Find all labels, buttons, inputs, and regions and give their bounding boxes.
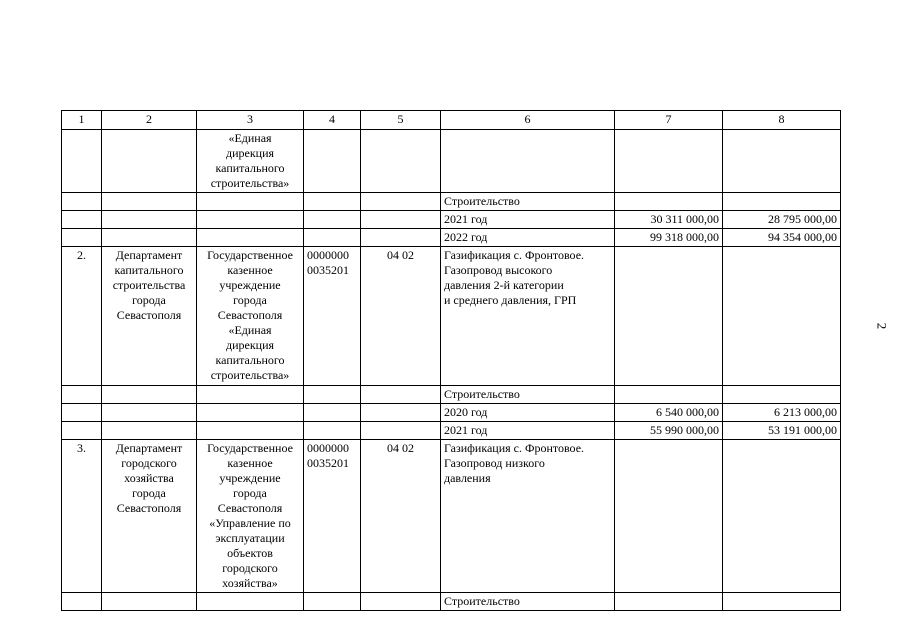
value-col8: 53 191 000,00 bbox=[723, 422, 841, 440]
header-row bbox=[62, 111, 841, 130]
object-cell: Газификация с. Фронтовое. Газопровод высокого давления 2-й категории и среднего давления, ГРП bbox=[441, 247, 615, 386]
table-row bbox=[62, 211, 841, 229]
header-cell-3: 3 bbox=[197, 111, 304, 130]
table-row bbox=[62, 130, 841, 193]
value-col8: 94 354 000,00 bbox=[723, 229, 841, 247]
year-label: 2020 год bbox=[441, 404, 615, 422]
header-cell-1: 1 bbox=[62, 111, 102, 130]
department-cell: Департамент капитального строительства города Севастополя bbox=[102, 247, 197, 386]
row-number: 3. bbox=[62, 440, 102, 593]
institution-cell: «Единая дирекция капитального строительства» bbox=[197, 130, 304, 193]
header-cell-5: 5 bbox=[361, 111, 441, 130]
code-cell: 0000000 0035201 bbox=[304, 247, 361, 386]
value-col7: 30 311 000,00 bbox=[615, 211, 723, 229]
table-row bbox=[62, 422, 841, 440]
page-number: 2 bbox=[874, 322, 890, 330]
row-number: 2. bbox=[62, 247, 102, 386]
code-cell: 0000000 0035201 bbox=[304, 440, 361, 593]
section-label: Строительство bbox=[441, 386, 615, 404]
institution-cell: Государственное казенное учреждение города Севастополя «Управление по эксплуатации объектов городского хозяйства» bbox=[197, 440, 304, 593]
header-cell-6: 6 bbox=[441, 111, 615, 130]
header-cell-2: 2 bbox=[102, 111, 197, 130]
year-label: 2021 год bbox=[441, 211, 615, 229]
value-col7: 55 990 000,00 bbox=[615, 422, 723, 440]
object-cell: Газификация с. Фронтовое. Газопровод низкого давления bbox=[441, 440, 615, 593]
value-col7: 99 318 000,00 bbox=[615, 229, 723, 247]
section-label: Строительство bbox=[441, 193, 615, 211]
table-row bbox=[62, 247, 841, 386]
header-cell-8: 8 bbox=[723, 111, 841, 130]
section-code-cell: 04 02 bbox=[361, 440, 441, 593]
table-row bbox=[62, 404, 841, 422]
table-row bbox=[62, 229, 841, 247]
year-label: 2021 год bbox=[441, 422, 615, 440]
year-label: 2022 год bbox=[441, 229, 615, 247]
section-code-cell: 04 02 bbox=[361, 247, 441, 386]
value-col8: 28 795 000,00 bbox=[723, 211, 841, 229]
value-col8: 6 213 000,00 bbox=[723, 404, 841, 422]
budget-table bbox=[61, 110, 841, 611]
table-row bbox=[62, 440, 841, 593]
value-col7: 6 540 000,00 bbox=[615, 404, 723, 422]
section-label: Строительство bbox=[441, 593, 615, 611]
table-row bbox=[62, 193, 841, 211]
table-row bbox=[62, 593, 841, 611]
institution-cell: Государственное казенное учреждение города Севастополя «Единая дирекция капитального строительства» bbox=[197, 247, 304, 386]
department-cell: Департамент городского хозяйства города Севастополя bbox=[102, 440, 197, 593]
table-row bbox=[62, 386, 841, 404]
header-cell-4: 4 bbox=[304, 111, 361, 130]
header-cell-7: 7 bbox=[615, 111, 723, 130]
